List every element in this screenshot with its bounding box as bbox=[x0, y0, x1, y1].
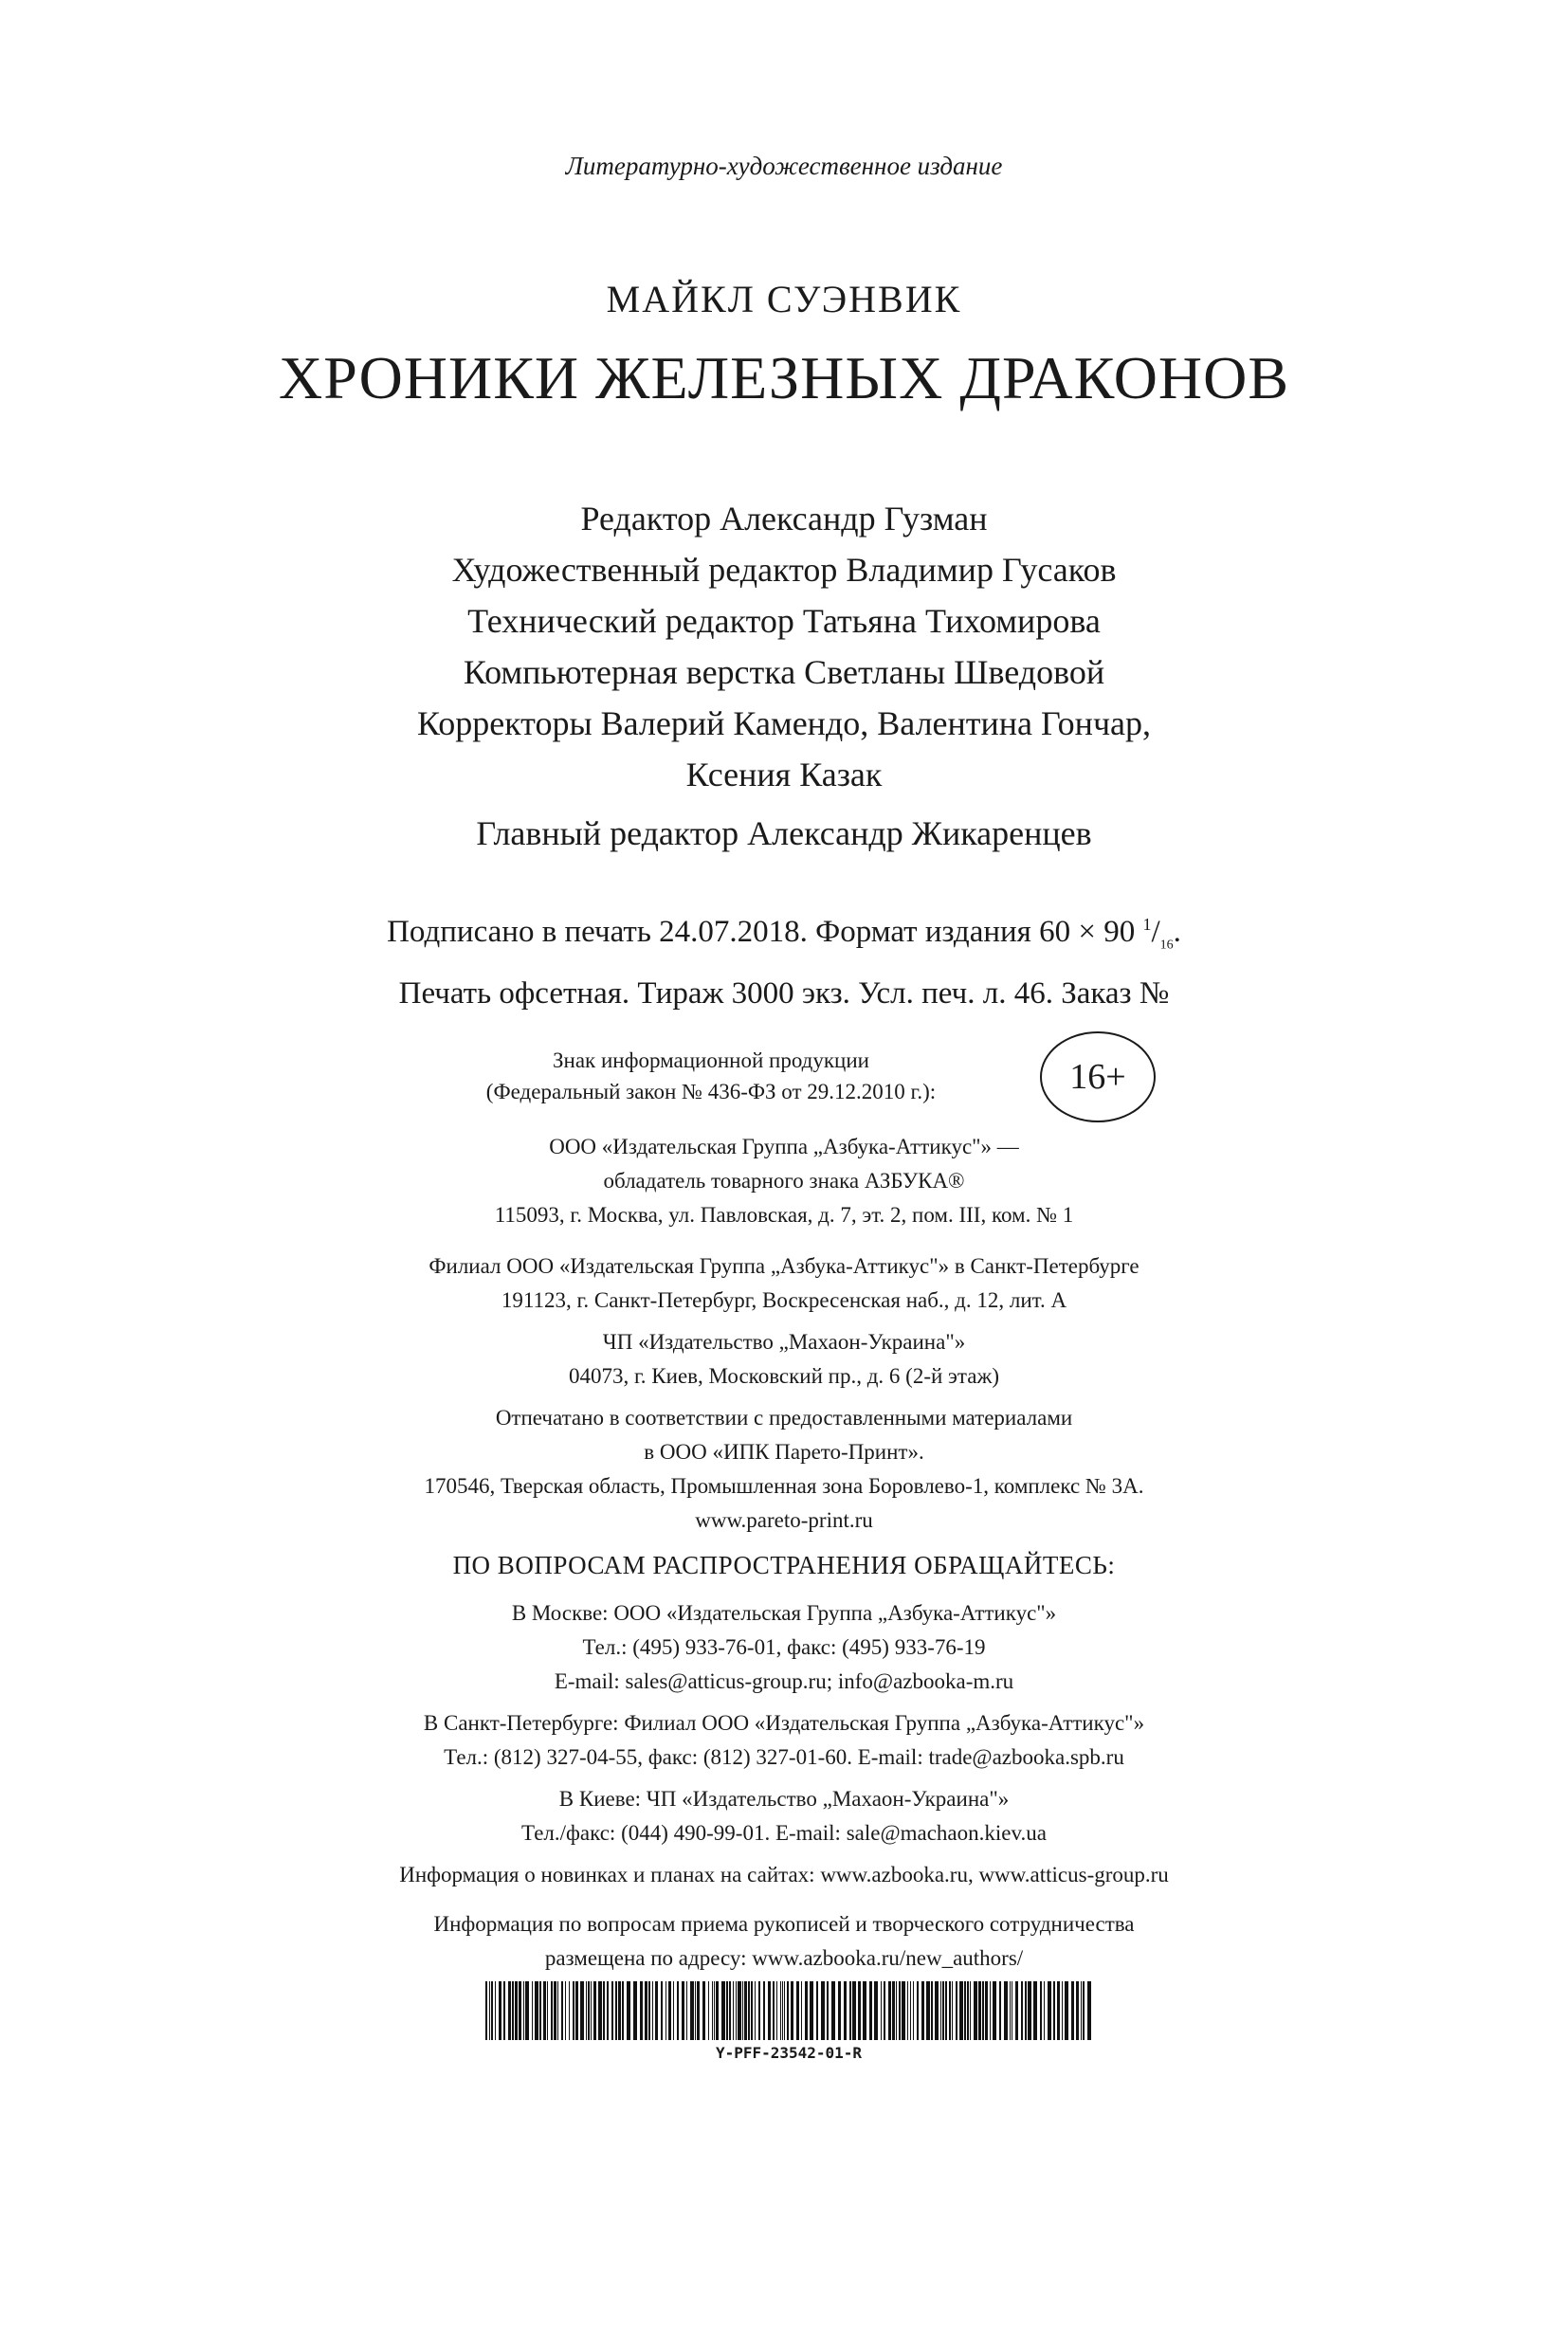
distribution-spb: В Санкт-Петербурге: Филиал ООО «Издательская Группа „Азбука-Аттикус"» Тел.: (812) 327-04-55, факс: (812) 327-01-60. E-mail: trade@azbooka.spb.ru bbox=[423, 1711, 1145, 1769]
branch-kiev-block: ЧП «Издательство „Махаон-Украина"» 04073, г. Киев, Московский пр., д. 6 (2-й этаж) bbox=[568, 1330, 1000, 1388]
chief-editor: Главный редактор Александр Жикаренцев bbox=[476, 814, 1092, 852]
genre-label: Литературно-художественное издание bbox=[565, 152, 1003, 180]
distribution-moscow: В Москве: ООО «Издательская Группа „Азбука-Аттикус"» Тел.: (495) 933-76-01, факс: (495) 933-76-19 E-mail: sales@atticus-group.ru; info@azbooka-m.ru bbox=[511, 1601, 1057, 1693]
credit-art-editor: Художественный редактор Владимир Гусаков bbox=[451, 551, 1117, 589]
credit-editor: Редактор Александр Гузман bbox=[580, 500, 988, 538]
credits-block bbox=[0, 493, 1568, 800]
branch-spb-block: Филиал ООО «Издательская Группа „Азбука-Аттикус"» в Санкт-Петербурге 191123, г. Санкт-Петербург, Воскресенская наб., д. 12, лит. А bbox=[428, 1254, 1140, 1312]
age-rating-badge: 16+ bbox=[1040, 1031, 1156, 1122]
credit-tech-editor: Технический редактор Татьяна Тихомирова bbox=[467, 602, 1101, 640]
print-info bbox=[0, 901, 1568, 1017]
publisher-block: ООО «Издательская Группа „Азбука-Аттикус"» — обладатель товарного знака АЗБУКА® 115093, г. Москва, ул. Павловская, д. 7, эт. 2, пом. III, ком. № 1 bbox=[494, 1135, 1074, 1227]
book-title: ХРОНИКИ ЖЕЛЕЗНЫХ ДРАКОНОВ bbox=[278, 344, 1290, 411]
distribution-heading: ПО ВОПРОСАМ РАСПРОСТРАНЕНИЯ ОБРАЩАЙТЕСЬ: bbox=[452, 1551, 1116, 1579]
distribution-kiev: В Киеве: ЧП «Издательство „Махаон-Украина"» Тел./факс: (044) 490-99-01. E-mail: sale@machaon.kiev.ua bbox=[521, 1787, 1047, 1845]
printer-block: Отпечатано в соответствии с предоставленными материалами в ООО «ИПК Парето-Принт». 170546, Тверская область, Промышленная зона Боровлево-1, комплекс № 3А. www.pareto-print.ru bbox=[424, 1406, 1144, 1532]
credit-proofreaders: Корректоры Валерий Камендо, Валентина Гончар, bbox=[416, 704, 1152, 742]
author-name: МАЙКЛ СУЭНВИК bbox=[606, 278, 962, 320]
info-news: Информация о новинках и планах на сайтах: www.azbooka.ru, www.atticus-group.ru bbox=[399, 1863, 1169, 1886]
info-manuscripts: Информация по вопросам приема рукописей и творческого сотрудничества размещена по адресу: www.azbooka.ru/new_authors/ bbox=[433, 1912, 1135, 1970]
format-numerator: 1 bbox=[1142, 915, 1152, 934]
barcode-image bbox=[485, 1981, 1092, 2040]
format-denominator: 16 bbox=[1159, 938, 1174, 953]
print-info-line2: Печать офсетная. Тираж 3000 экз. Усл. печ. л. 46. Заказ № bbox=[398, 975, 1170, 1011]
barcode-code: Y-PFF-23542-01-R bbox=[715, 2044, 863, 2062]
age-sign-label: Знак информационной продукции (Федеральный закон № 436-ФЗ от 29.12.2010 г.): bbox=[485, 1048, 937, 1103]
credit-layout: Компьютерная верстка Светланы Шведовой bbox=[463, 653, 1105, 691]
print-info-line1: Подписано в печать 24.07.2018. Формат издания 60 × 90 $^1/_{16}$. bbox=[387, 915, 1181, 953]
credit-proofreaders-cont: Ксения Казак bbox=[685, 756, 883, 793]
